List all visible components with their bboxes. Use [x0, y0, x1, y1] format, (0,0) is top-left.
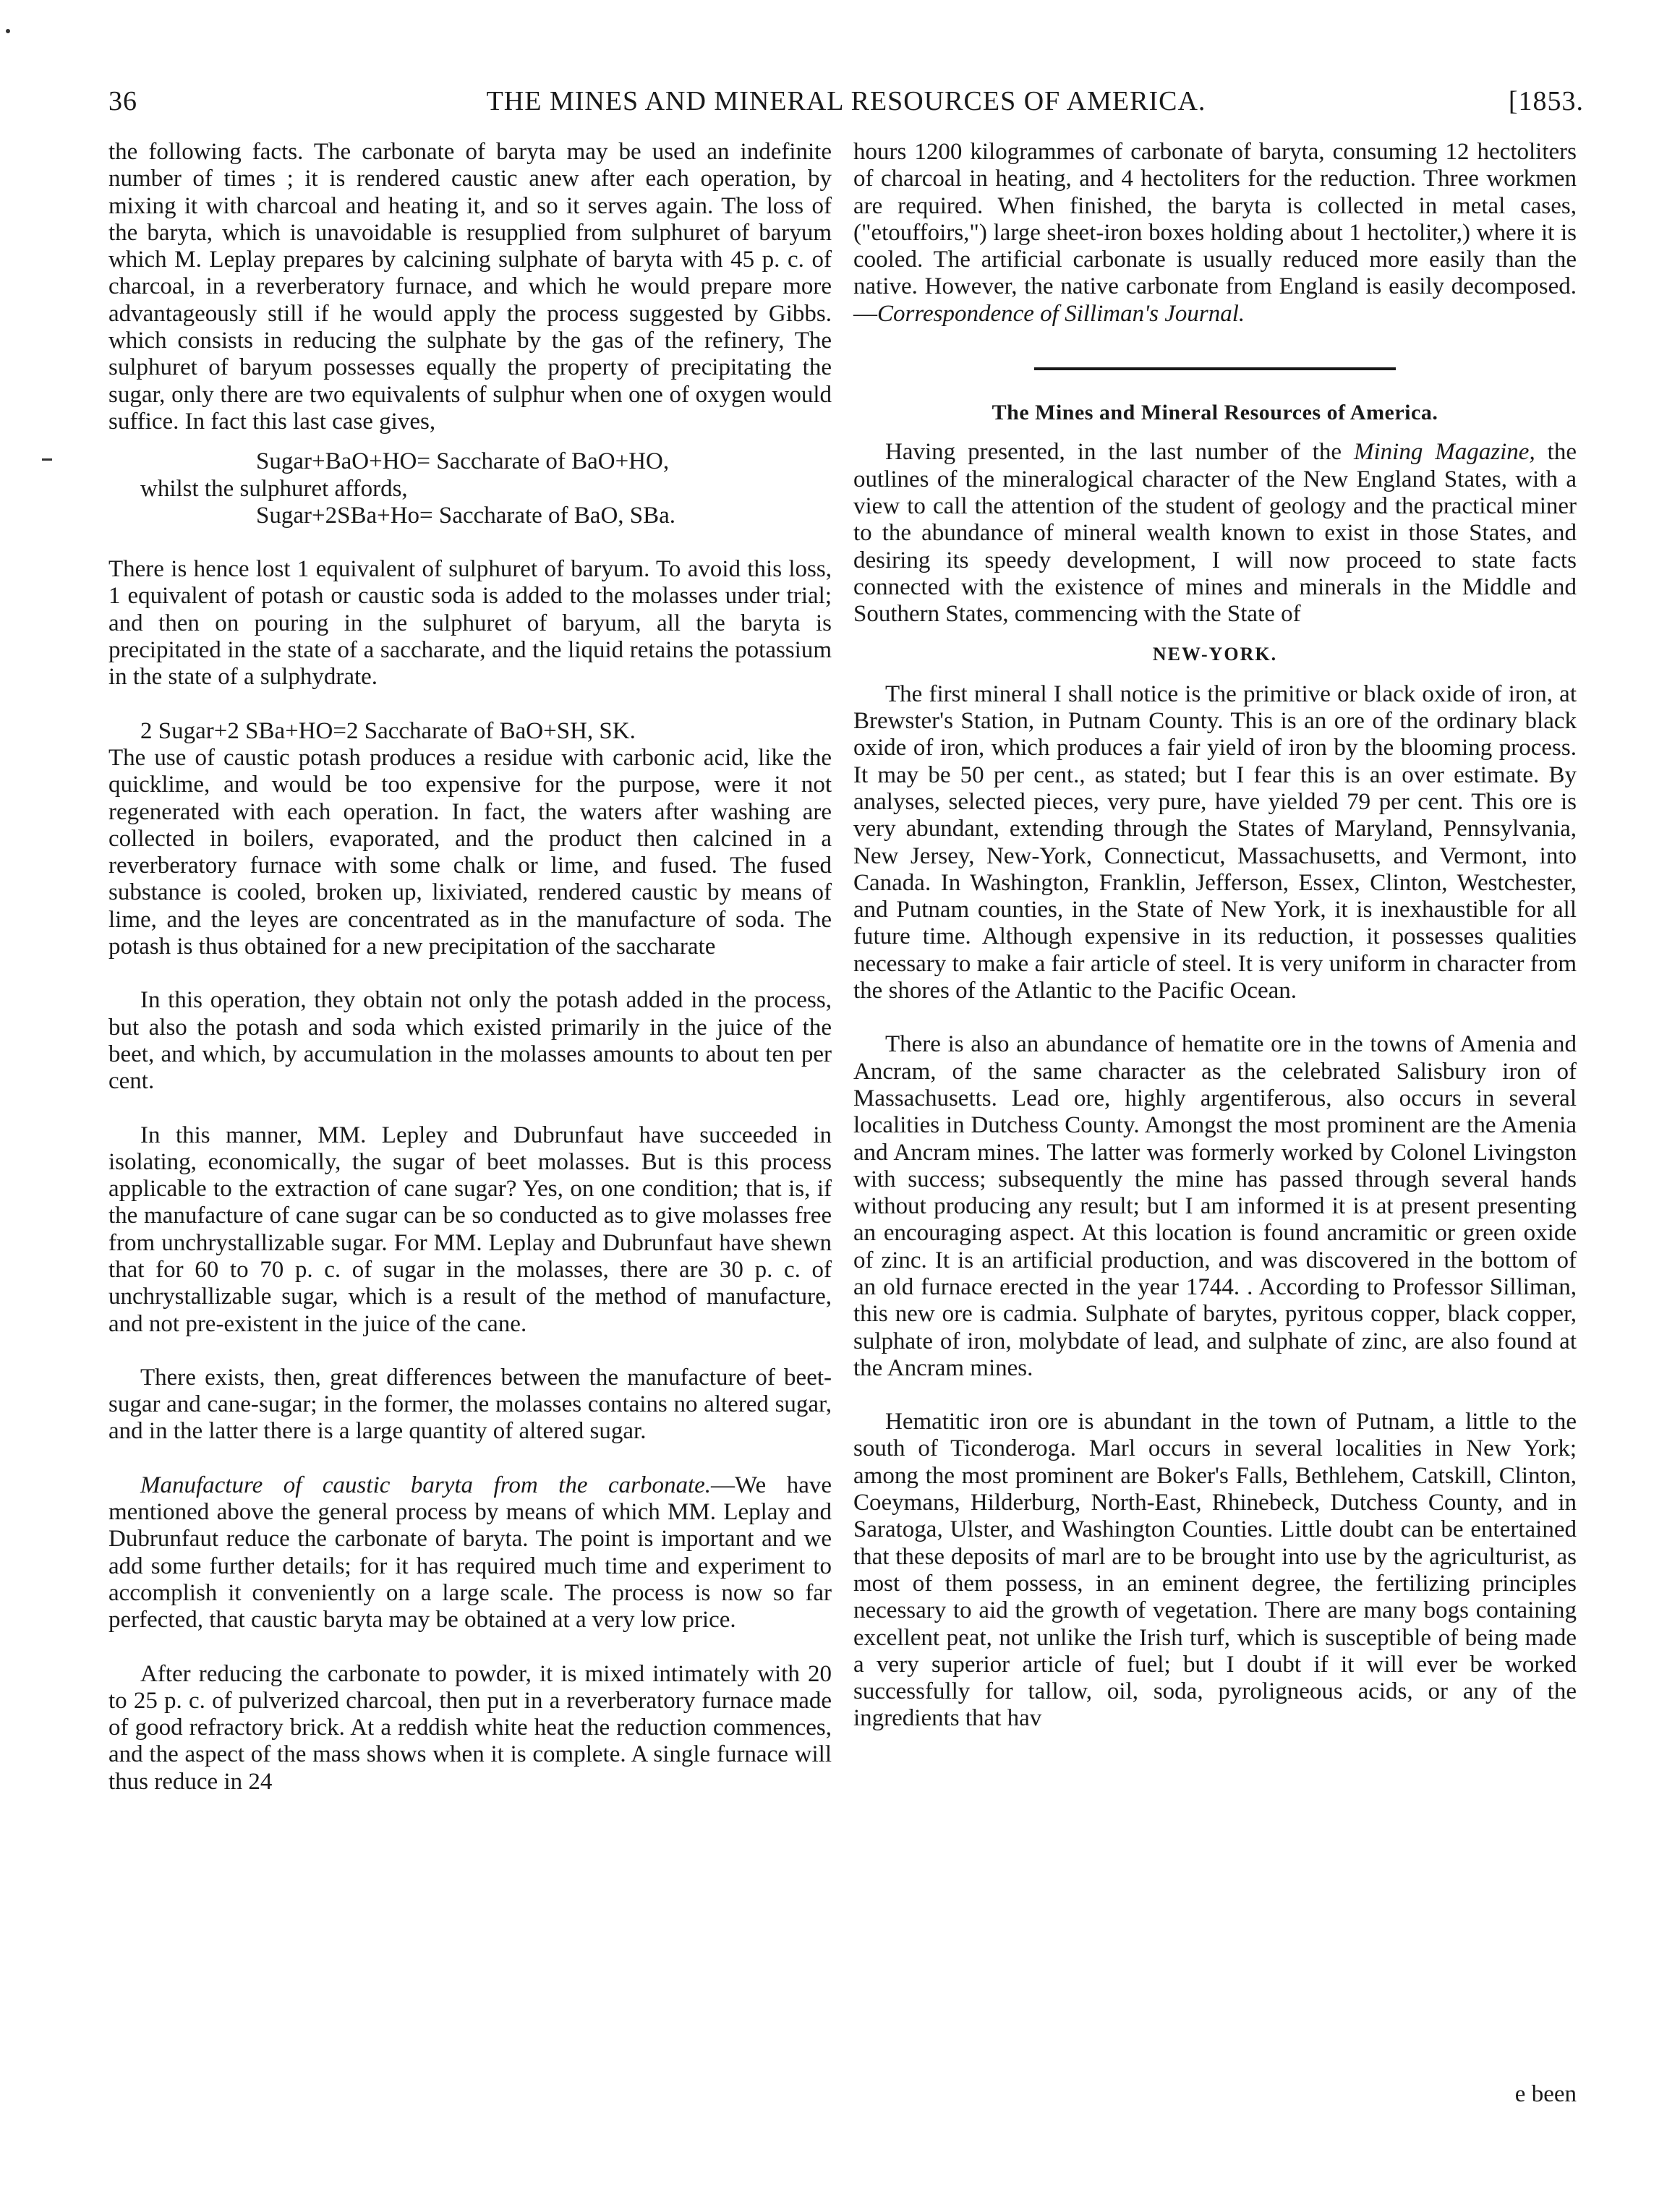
- paragraph-text: the outlines of the mineralogical character of the New England States, with a view to call the attention of the student of geology and the practical miner to the abundance of mineral wealth known to exist in those States, and desiring its speedy development, I will now proceed to state facts connected with the existence of mines and minerals in the Middle and Southern States, commencing with the State of: [853, 439, 1577, 628]
- paragraph-text: hours 1200 kilogrammes of carbonate of baryta, consuming 12 hectoliters of charcoal in heating, and 4 hectoliters for the reduction. Three workmen are required. When finished, the baryta is collected in metal cases, ("etouffoirs,") large sheet-iron boxes holding about 1 hectoliter,) where it is cooled. The artificial carbonate is usually reduced more easily than the native. However, the native carbonate from England is easily decomposed.—: [853, 139, 1577, 327]
- italic-heading: Manufacture of caustic baryta from the carbonate.: [140, 1472, 712, 1498]
- catchword: e been: [1514, 2081, 1577, 2107]
- right-column: [853, 139, 1577, 1733]
- page-number: 36: [108, 86, 137, 116]
- paragraph: [853, 139, 1577, 328]
- paragraph: whilst the sulphuret affords,: [140, 475, 408, 502]
- running-title: THE MINES AND MINERAL RESOURCES OF AMERICA.: [486, 86, 1206, 116]
- magazine-title: Mining Magazine,: [1354, 439, 1535, 466]
- paragraph: There is also an abundance of hematite ore in the towns of Amenia and Ancram, of the same character as the celebrated Salisbury iron of Massachusetts. Lead ore, highly argentiferous, also occurs in several localities in Dutchess County. Amongst the most prominent are the Amenia and Ancram mines. The latter was formerly worked by Colonel Livingston with success; subsequently the mine has passed through several hands without producing any result; but I am informed it is at present presenting an encouraging aspect. At this location is found ancramitic or green oxide of zinc. It is an artificial production, and was discovered in the bottom of an old furnace erected in the year 1744. . According to Professor Silliman, this new ore is cadmia. Sulphate of barytes, pyritous copper, black copper, sulphate of iron, molybdate of lead, and sulphate of zinc, are also found at the Ancram mines.: [853, 1031, 1577, 1381]
- paragraph: There is hence lost 1 equivalent of sulphuret of baryum. To avoid this loss, 1 equivalent of potash or caustic soda is added to the molasses under trial; and then on pouring in the sulphuret of baryum, all the baryta is precipitated in the state of a saccharate, and the liquid retains the potassium in the state of a sulphydrate.: [108, 556, 832, 691]
- paragraph: Hematitic iron ore is abundant in the town of Putnam, a little to the south of Ticonderoga. Marl occurs in several localities in New York; among the most prominent are Boker's Falls, Bethlehem, Catskill, Clinton, Coeymans, Hilderburg, North-East, Rhinebeck, Dutchess County, and in Saratoga, Ulster, and Washington Counties. Little doubt can be entertained that these deposits of marl are to be brought into use by the agriculturist, as most of them possess, in an eminent degree, the fertilizing principles necessary to aid the growth of vegetation. There are many bogs containing excellent peat, not unlike the Irish turf, which is susceptible of being made a very superior article of fuel; but I doubt if it will ever be worked successfully for tallow, oil, soda, pyroligneous acids, or any of the ingredients that hav: [853, 1409, 1577, 1732]
- paragraph-text: Having presented, in the last number of the: [885, 439, 1354, 466]
- chemical-formula: Sugar+2SBa+Ho= Saccharate of BaO, SBa.: [256, 502, 676, 529]
- paragraph: There exists, then, great differences between the manufacture of beet-sugar and cane-sugar; in the former, the molasses contains no altered sugar, and in the latter there is a large quantity of altered sugar.: [108, 1364, 832, 1445]
- paragraph: The use of caustic potash produces a residue with carbonic acid, like the quicklime, and would be too expensive for the purpose, were it not regenerated with each operation. In fact, the waters after washing are collected in boilers, evaporated, and the product then calcined in a reverberatory furnace with some chalk or lime, and fused. The fused substance is cooled, broken up, lixiviated, rendered caustic by means of lime, and the leyes are concentrated as in the manufacture of soda. The potash is thus obtained for a new precipitation of the saccharate: [108, 744, 832, 960]
- header-year: [1853.: [1508, 86, 1584, 116]
- paragraph: The first mineral I shall notice is the primitive or black oxide of iron, at Brewster's Station, in Putnam County. This is an ore of the ordinary black oxide of iron, which produces a fair yield of iron by the blooming process. It may be 50 per cent., as stated; but I fear this is an over estimate. By analyses, selected pieces, very pure, have yielded 79 per cent. This ore is very abundant, extending through the States of Maryland, Pennsylvania, New Jersey, New-York, Connecticut, Massachusetts, and Vermont, into Canada. In Washington, Franklin, Jefferson, Essex, Clinton, Westchester, and Putnam counties, in the State of New York, it is inexhaustible for all future time. Although expensive in its reduction, it possesses qualities necessary to make a fair article of steel. It is very uniform in character from the shores of the Atlantic to the Pacific Ocean.: [853, 680, 1577, 1004]
- paragraph: [108, 1472, 832, 1634]
- chemical-formula: 2 Sugar+2 SBa+HO=2 Saccharate of BaO+SH, SK.: [140, 717, 636, 744]
- paragraph: In this manner, MM. Lepley and Dubrunfaut have succeeded in isolating, economically, the sugar of beet molasses. But is this process applicable to the extraction of cane sugar? Yes, on one condition; that is, if the manufacture of cane sugar can be so conducted as to give molasses free from unchrystallizable sugar. For MM. Leplay and Dubrunfaut have shewn that for 60 to 70 p. c. of sugar in the molasses, there are 30 p. c. of unchrystallizable sugar, which is a result of the method of manufacture, and not pre-existent in the juice of the cane.: [108, 1122, 832, 1337]
- scan-speck: [6, 29, 10, 33]
- citation: Correspondence of Silliman's Journal.: [877, 300, 1245, 327]
- article-title: The Mines and Mineral Resources of America.: [992, 401, 1438, 425]
- paragraph: In this operation, they obtain not only the potash added in the process, but also the potash and soda which existed primarily in the juice of the beet, and which, by accumulation in the molasses amounts to about ten per cent.: [108, 987, 832, 1095]
- left-column: [108, 139, 832, 1796]
- section-divider: [1034, 367, 1396, 370]
- paragraph: After reducing the carbonate to powder, it is mixed intimately with 20 to 25 p. c. of pulverized charcoal, then put in a reverberatory furnace made of good refractory brick. At a reddish white heat the reduction commences, and the aspect of the mass shows when it is complete. A single furnace will thus reduce in 24: [108, 1660, 832, 1795]
- chemical-formula: Sugar+BaO+HO= Saccharate of BaO+HO,: [256, 448, 670, 475]
- paragraph-text: —We have mentioned above the general process by means of which MM. Leplay and Dubrunfaut reduce the carbonate of baryta. The point is important and we add some further details; for it has required much time and experiment to accomplish it conveniently on a large scale. The process is now so far perfected, that caustic baryta may be obtained at a very low price.: [108, 1472, 832, 1634]
- section-subheading: NEW-YORK.: [1152, 644, 1278, 665]
- running-header: [108, 85, 1584, 129]
- margin-mark: [42, 458, 52, 461]
- paragraph: the following facts. The carbonate of baryta may be used an indefinite number of times ; it is rendered caustic anew after each operation, by mixing it with charcoal and heating it, and so it serves again. The loss of the baryta, which is unavoidable is resupplied from sulphuret of baryum which M. Leplay prepares by calcining sulphate of baryta with 45 p. c. of charcoal, in a reverberatory furnace, and which he would prepare more advantageously still if he would apply the process suggested by Gibbs. which consists in reducing the sulphate by the gas of the refinery, The sulphuret of baryum possesses equally the property of precipitating the sugar, only there are two equivalents of sulphur when one of oxygen would suffice. In fact this last case gives,: [108, 139, 832, 435]
- paragraph: [853, 439, 1577, 628]
